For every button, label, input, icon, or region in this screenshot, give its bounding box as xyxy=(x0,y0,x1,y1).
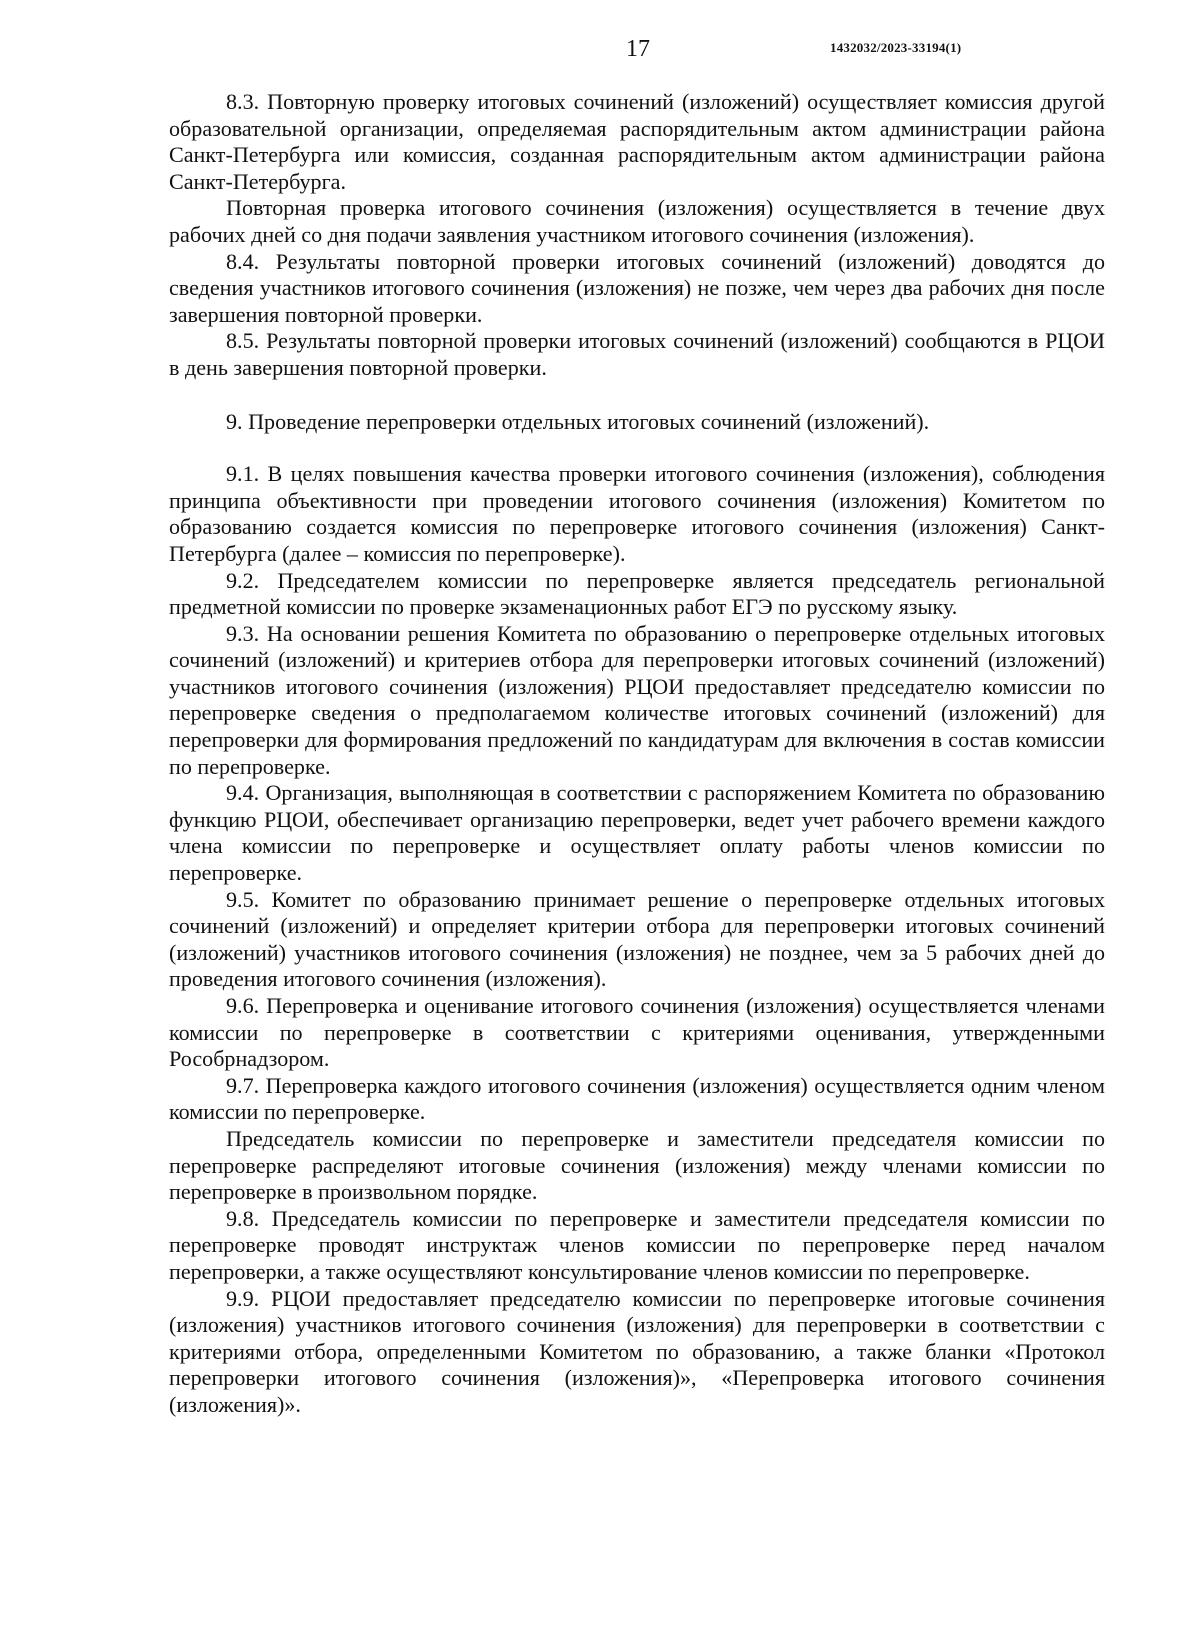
section-9-heading: 9. Проведение перепроверки отдельных итоговых сочинений (изложений). xyxy=(226,408,930,434)
paragraph-9-5: 9.5. Комитет по образованию принимает решение о перепроверке отдельных итоговых сочинений (изложений) и определяет критерии отбора для перепроверки итоговых сочинений (изложений) участников итогового сочинения (изложения) не позднее, чем за 5 рабочих дней до проведения итогового сочинения (изложения). xyxy=(169,886,1105,992)
paragraph-9-6: 9.6. Перепроверка и оценивание итогового сочинения (изложения) осуществляется членами комиссии по перепроверке в соответствии с критериями оценивания, утвержденными Рособрнадзором. xyxy=(169,993,1105,1072)
page-number: 17 xyxy=(626,36,650,62)
document-body xyxy=(169,89,1105,1419)
paragraph-9-9: 9.9. РЦОИ предоставляет председателю комиссии по перепроверке итоговые сочинения (изложения) участников итогового сочинения (изложения) для перепроверки в соответствии с критериями отбора, определенными Комитетом по образованию, а также бланки «Протокол перепроверки итогового сочинения (изложения)», «Перепроверка итогового сочинения (изложения)». xyxy=(169,1285,1105,1417)
paragraph-8-3-continued: Повторная проверка итогового сочинения (изложения) осуществляется в течение двух рабочих дней со дня подачи заявления участником итогового сочинения (изложения). xyxy=(169,195,1105,247)
spacer xyxy=(169,435,1105,461)
paragraph-9-2: 9.2. Председателем комиссии по перепроверке является председатель региональной предметной комиссии по проверке экзаменационных работ ЕГЭ по русскому языку. xyxy=(169,567,1105,620)
spacer xyxy=(169,382,1105,409)
paragraph-9-1: 9.1. В целях повышения качества проверки итогового сочинения (изложения), соблюдения принципа объективности при проведении итогового сочинения (изложения) Комитетом по образованию создается комиссия по перепроверке итогового сочинения (изложения) Санкт-Петербурга (далее – комиссия по перепроверке). xyxy=(169,461,1105,566)
paragraph-9-8: 9.8. Председатель комиссии по перепроверке и заместители председателя комиссии по перепроверке проводят инструктаж членов комиссии по перепроверке перед началом перепроверки, а также осуществляют консультирование членов комиссии по перепроверке. xyxy=(169,1205,1105,1284)
paragraph-8-4: 8.4. Результаты повторной проверки итоговых сочинений (изложений) доводятся до сведения участников итогового сочинения (изложения) не позже, чем через два рабочих дня после завершения повторной проверки. xyxy=(169,248,1105,327)
paragraph-8-5: 8.5. Результаты повторной проверки итоговых сочинений (изложений) сообщаются в РЦОИ в день завершения повторной проверки. xyxy=(169,328,1105,380)
paragraph-8-3: 8.3. Повторную проверку итоговых сочинений (изложений) осуществляет комиссия другой образовательной организации, определяемая распорядительным актом администрации района Санкт-Петербурга или комиссия, созданная распорядительным актом администрации района Санкт-Петербурга. xyxy=(169,89,1105,194)
paragraph-9-7: 9.7. Перепроверка каждого итогового сочинения (изложения) осуществляется одним членом комиссии по перепроверке. xyxy=(169,1072,1105,1125)
paragraph-9-4: 9.4. Организация, выполняющая в соответствии с распоряжением Комитета по образованию функцию РЦОИ, обеспечивает организацию перепроверки, ведет учет рабочего времени каждого члена комиссии по перепроверке и осуществляет оплату работы членов комиссии по перепроверке. xyxy=(169,780,1105,886)
document-id: 1432032/2023-33194(1) xyxy=(830,40,962,55)
paragraph-9-7-continued: Председатель комиссии по перепроверке и заместители председателя комиссии по перепроверке распределяют итоговые сочинения (изложения) между членами комиссии по перепроверке в произвольном порядке. xyxy=(169,1125,1105,1205)
paragraph-9-3: 9.3. На основании решения Комитета по образованию о перепроверке отдельных итоговых сочинений (изложений) и критериев отбора для перепроверки итоговых сочинений (изложений) участников итогового сочинения (изложения) РЦОИ предоставляет председателю комиссии по перепроверке сведения о предполагаемом количестве итоговых сочинений (изложений) для перепроверки для формирования предложений по кандидатурам для включения в состав комиссии по перепроверке. xyxy=(169,620,1105,779)
